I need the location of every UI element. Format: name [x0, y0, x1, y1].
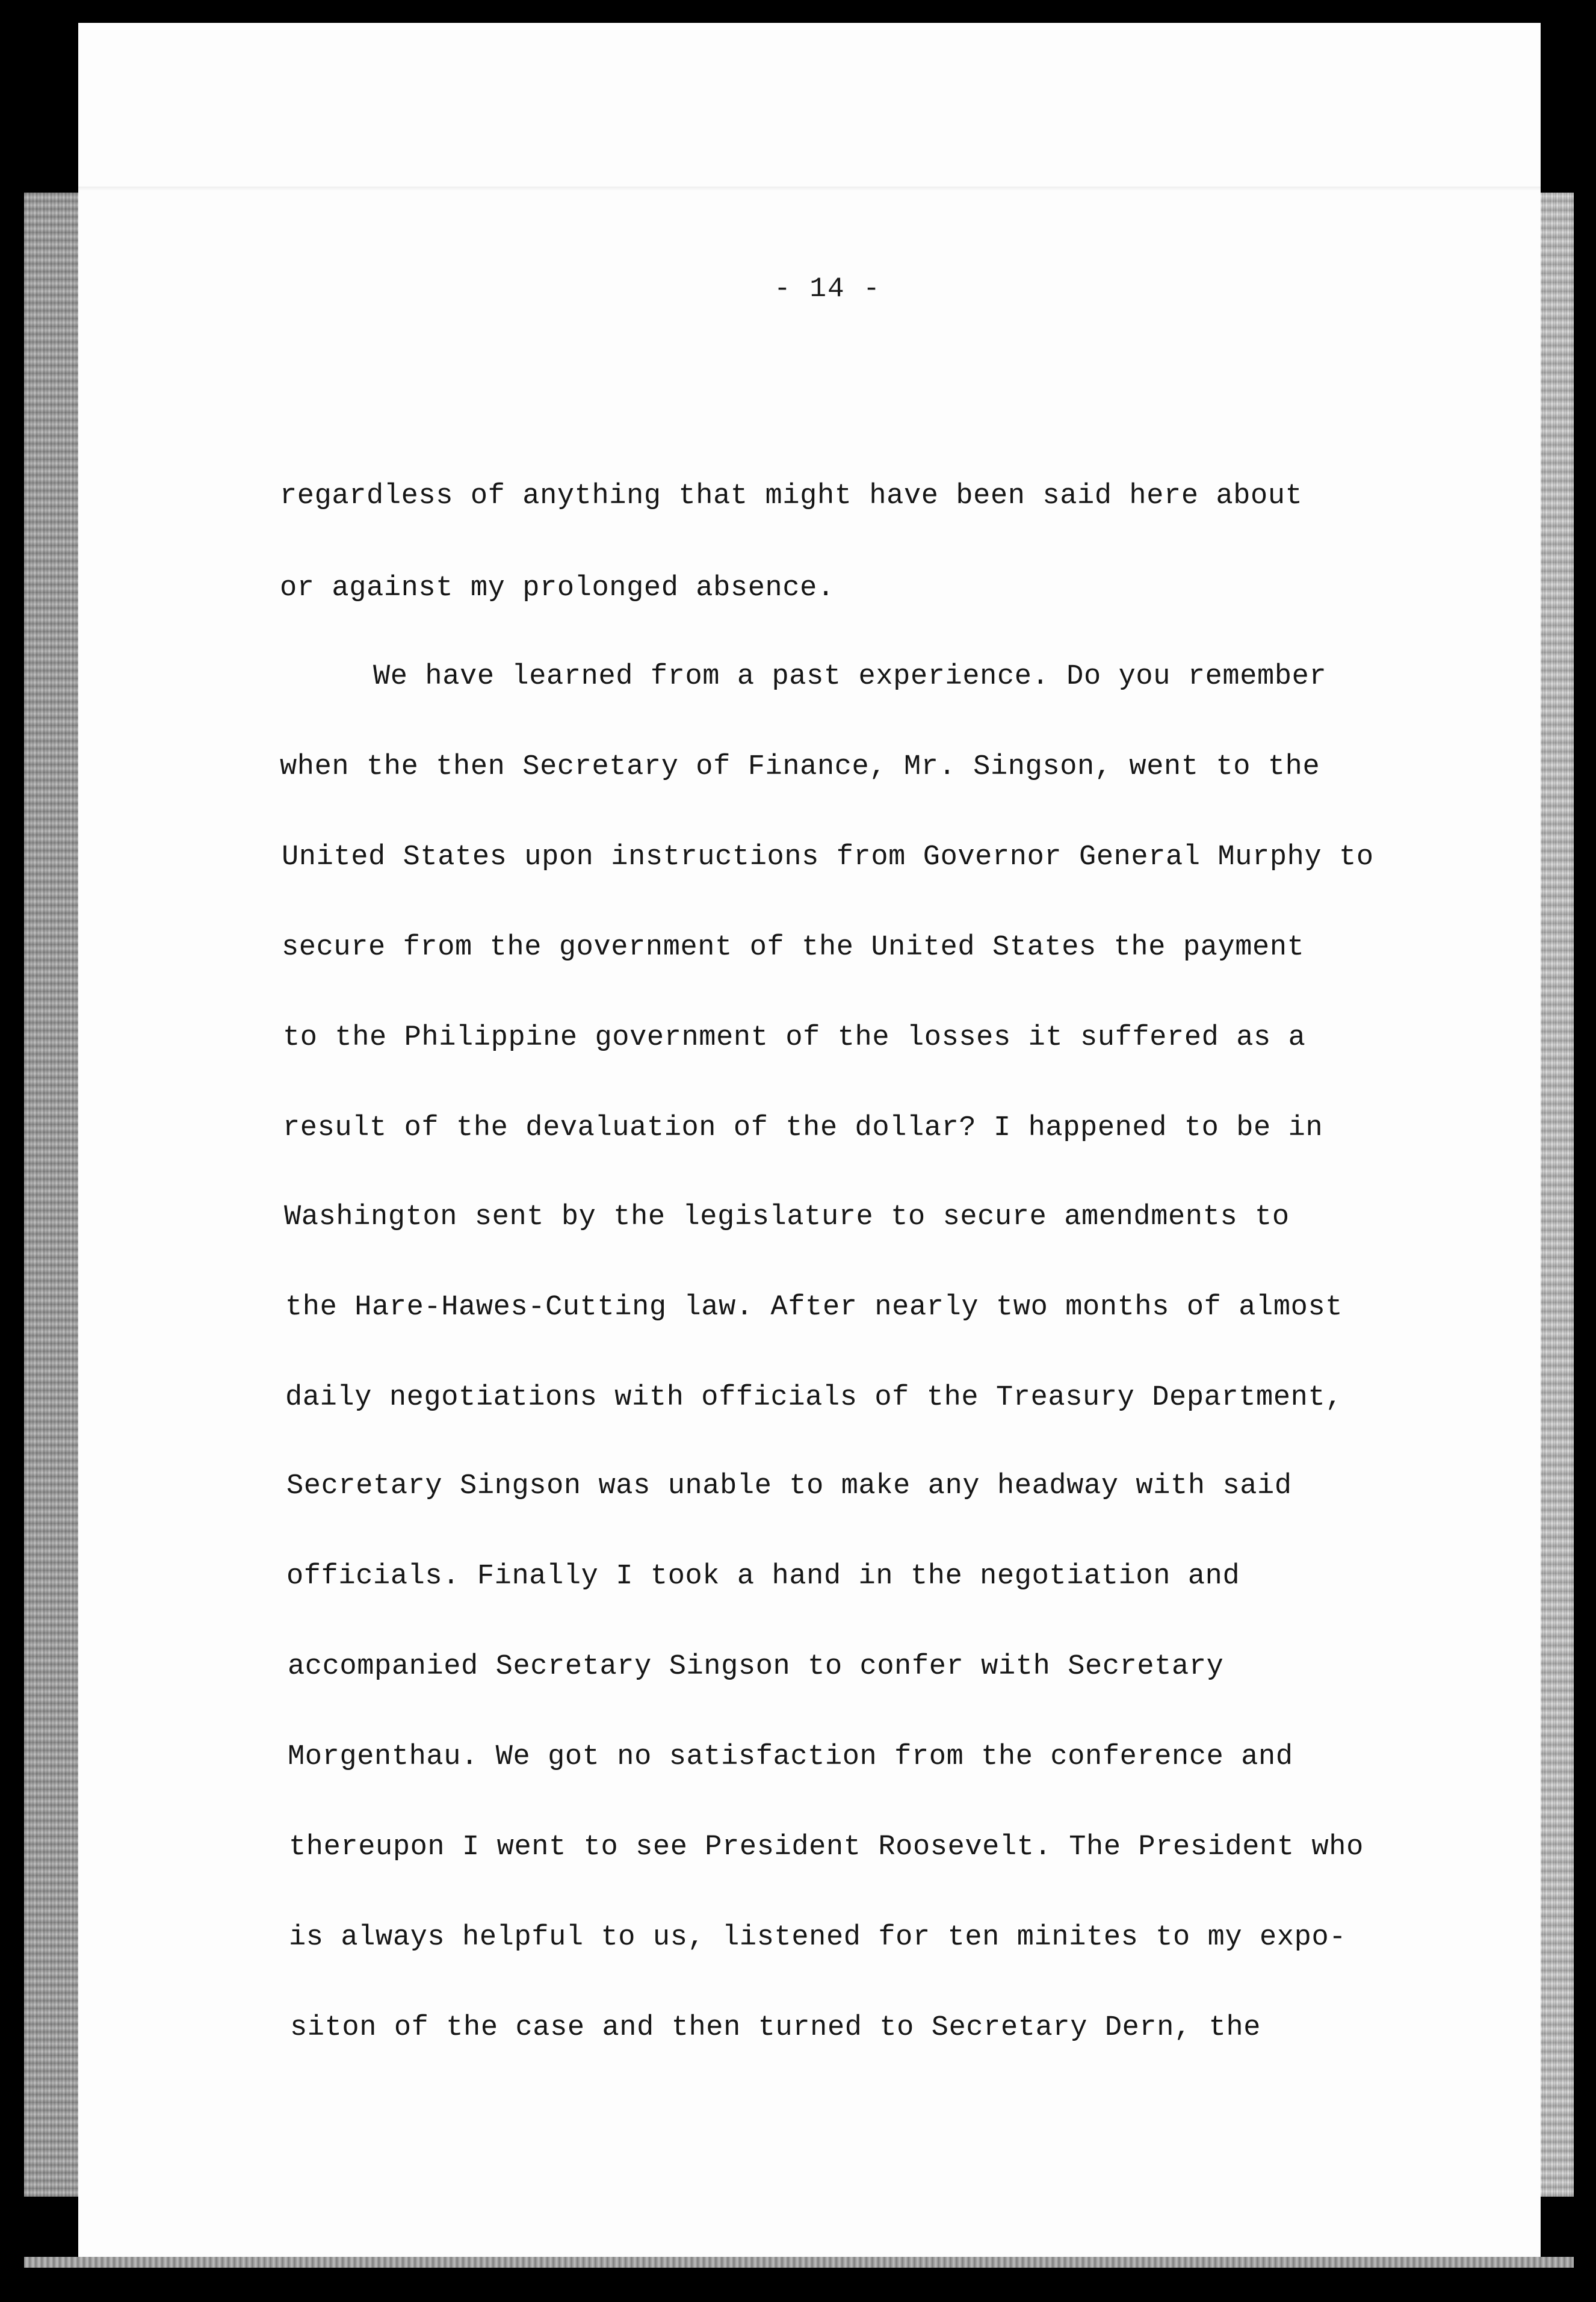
body-line-12: Secretary Singson was unable to make any headway with said	[286, 1470, 1292, 1502]
body-line-18: siton of the case and then turned to Secretary Dern, the	[290, 2012, 1261, 2044]
paper-fold-line	[78, 187, 1541, 190]
scan-edge-left	[24, 193, 81, 2197]
body-line-4: when the then Secretary of Finance, Mr. Singson, went to the	[280, 751, 1320, 783]
body-line-14: accompanied Secretary Singson to confer with Secretary	[288, 1651, 1224, 1683]
body-line-10: the Hare-Hawes-Cutting law. After nearly two months of almost	[285, 1292, 1343, 1323]
body-line-13: officials. Finally I took a hand in the negotiation and	[286, 1561, 1240, 1592]
body-line-15: Morgenthau. We got no satisfaction from the conference and	[288, 1741, 1293, 1773]
body-line-11: daily negotiations with officials of the Treasury Department,	[285, 1382, 1343, 1414]
body-line-1: regardless of anything that might have been said here about	[280, 480, 1303, 512]
body-line-8: result of the devaluation of the dollar? I happened to be in	[283, 1112, 1323, 1144]
body-line-5: United States upon instructions from Governor General Murphy to	[282, 841, 1374, 873]
body-line-6: secure from the government of the United States the payment	[282, 932, 1305, 964]
body-line-2: or against my prolonged absence.	[280, 572, 835, 604]
body-line-7: to the Philippine government of the losses it suffered as a	[283, 1022, 1306, 1054]
body-line-3: We have learned from a past experience. Do you remember	[373, 661, 1327, 693]
body-line-9: Washington sent by the legislature to secure amendments to	[284, 1201, 1290, 1233]
scan-edge-right	[1538, 193, 1574, 2197]
body-line-16: thereupon I went to see President Roosevelt. The President who	[289, 1831, 1364, 1863]
scan-edge-bottom	[24, 2257, 1574, 2268]
page-number: - 14 -	[774, 273, 881, 305]
body-line-17: is always helpful to us, listened for ten minites to my expo-	[289, 1922, 1347, 1954]
